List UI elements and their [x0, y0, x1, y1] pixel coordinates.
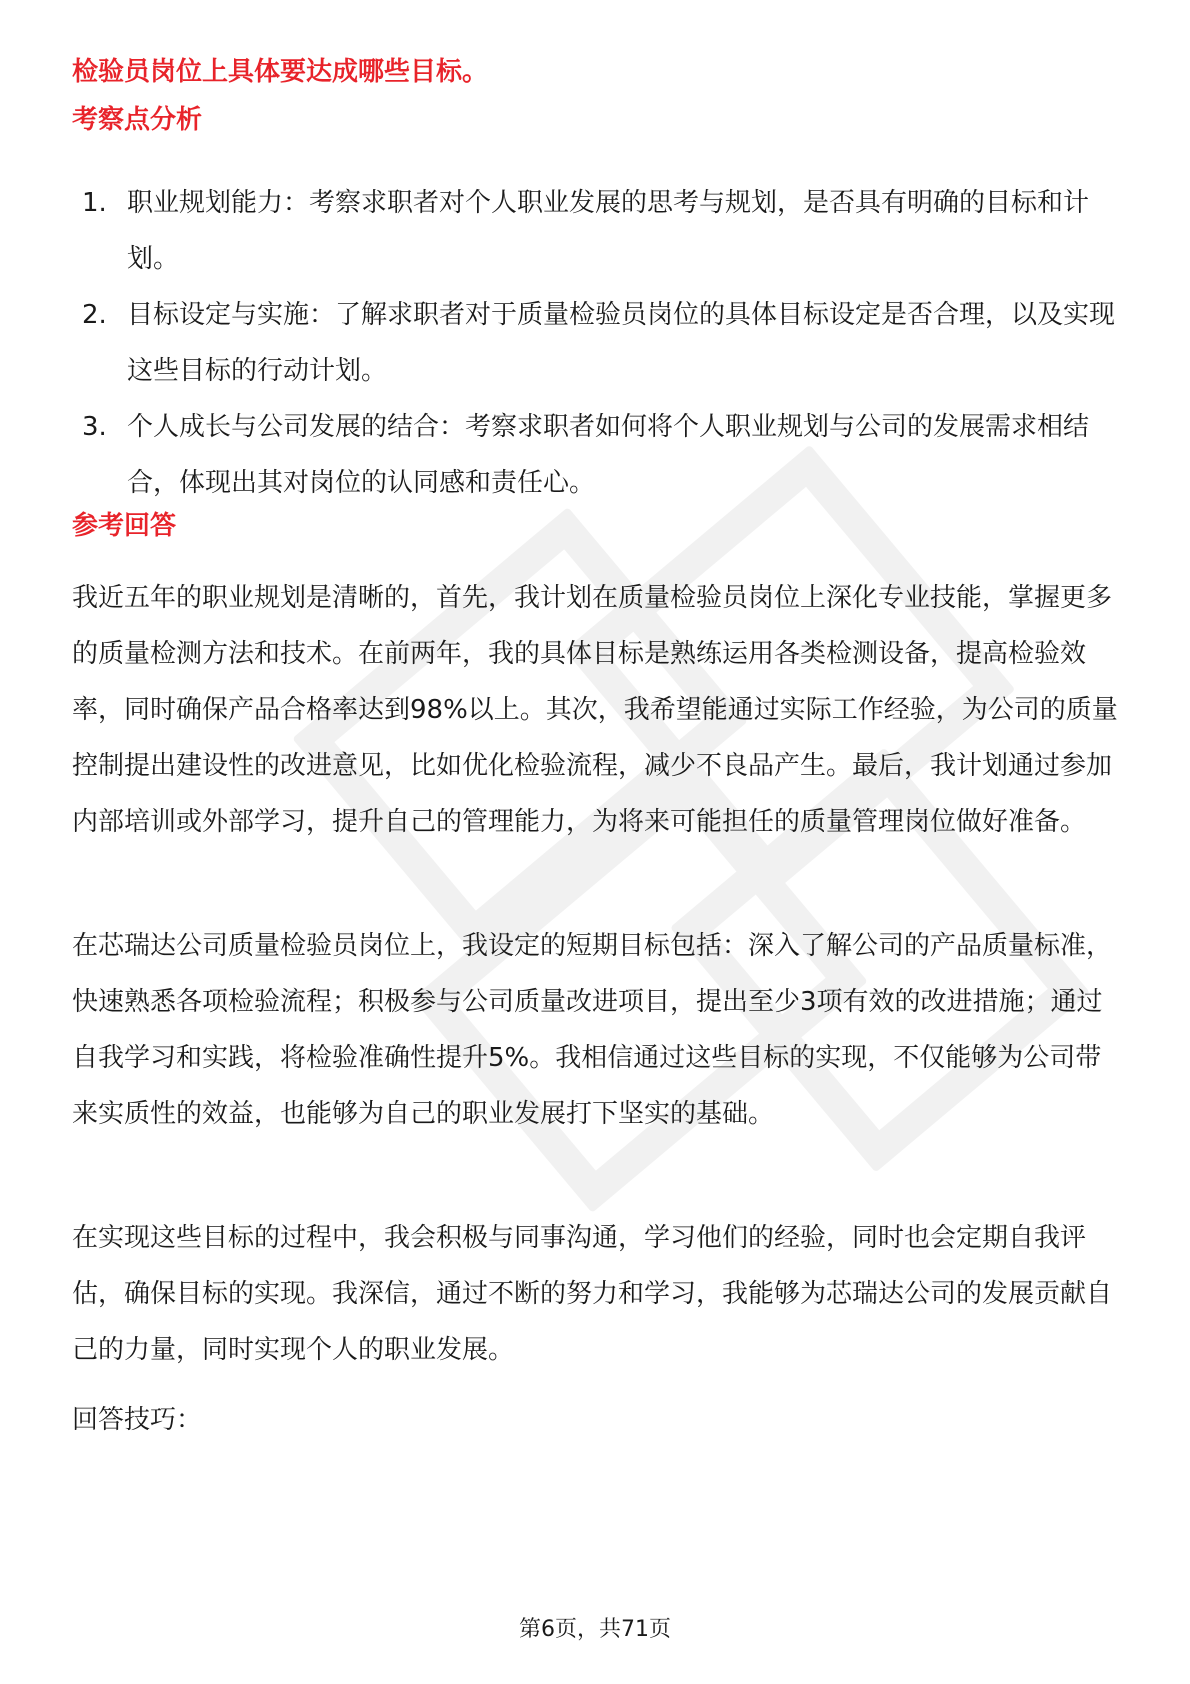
list-item-text: 个人成长与公司发展的结合：考察求职者如何将个人职业规划与公司的发展需求相结合，体现出其对岗位的认同感和责任心。: [127, 412, 1090, 498]
list-item-text: 目标设定与实施：了解求职者对于质量检验员岗位的具体目标设定是否合理，以及实现这些目标的行动计划。: [127, 300, 1116, 386]
list-item-text: 职业规划能力：考察求职者对个人职业发展的思考与规划，是否具有明确的目标和计划。: [127, 188, 1090, 274]
answer-heading: 参考回答: [72, 511, 177, 541]
tips-label: 回答技巧：: [72, 1405, 203, 1435]
answer-paragraph-3: 在实现这些目标的过程中，我会积极与同事沟通，学习他们的经验，同时也会定期自我评估，确保目标的实现。我深信，通过不断的努力和学习，我能够为芯瑞达公司的发展贡献自己的力量，同时实现个人的职业发展。: [72, 1223, 1113, 1365]
analysis-list: [72, 175, 1120, 511]
list-item-number: 2.: [82, 300, 107, 330]
answer-paragraph-1: 我近五年的职业规划是清晰的，首先，我计划在质量检验员岗位上深化专业技能，掌握更多的质量检测方法和技术。在前两年，我的具体目标是熟练运用各类检测设备，提高检验效率，同时确保产品合格率达到98%以上。其次，我希望能通过实际工作经验，为公司的质量控制提出建设性的改进意见，比如优化检验流程，减少不良品产生。最后，我计划通过参加内部培训或外部学习，提升自己的管理能力，为将来可能担任的质量管理岗位做好准备。: [72, 583, 1118, 837]
question-title: 检验员岗位上具体要达成哪些目标。: [72, 57, 489, 87]
list-item: [72, 287, 1120, 399]
list-item: [72, 175, 1120, 287]
list-item: [72, 399, 1120, 511]
analysis-heading: 考察点分析: [72, 105, 203, 135]
page-number: 第6页，共71页: [519, 1617, 671, 1642]
answer-paragraph-2: 在芯瑞达公司质量检验员岗位上，我设定的短期目标包括：深入了解公司的产品质量标准，快速熟悉各项检验流程；积极参与公司质量改进项目，提出至少3项有效的改进措施；通过自我学习和实践，将检验准确性提升5%。我相信通过这些目标的实现，不仅能够为公司带来实质性的效益，也能够为自己的职业发展打下坚实的基础。: [72, 931, 1113, 1129]
list-item-number: 1.: [82, 188, 107, 218]
list-item-number: 3.: [82, 412, 107, 442]
